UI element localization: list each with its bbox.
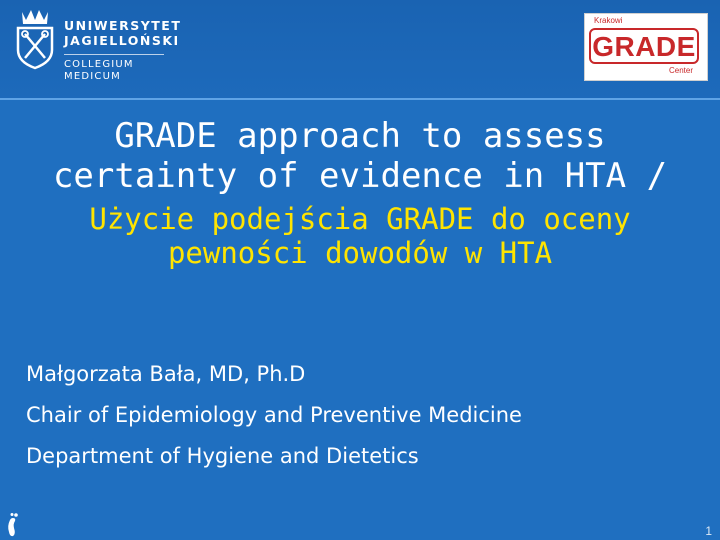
slide-title [0,116,720,270]
title-polish-line2: pewności dowodów w HTA [167,236,553,270]
page-number: 1 [705,524,712,538]
college-name-line2: MEDICUM [64,71,121,82]
author-info [26,354,522,477]
crest-icon [12,6,58,70]
college-name-line1: COLLEGIUM [64,59,134,70]
university-name-line1: UNIWERSYTET [64,18,182,33]
logo-divider [64,54,164,55]
grade-logo-top-text: Krakowi [594,16,623,25]
title-polish-line1: Użycie podejścia GRADE do oceny [89,202,631,236]
university-name [64,18,181,83]
author-department: Department of Hygiene and Dietetics [26,444,419,468]
grade-logo-bottom-text: Center [668,66,693,75]
footprint-icon [4,512,20,538]
title-english-line1: GRADE approach to assess [114,116,606,156]
author-name: Małgorzata Bała, MD, Ph.D [26,362,306,386]
grade-center-logo [584,13,708,81]
author-chair: Chair of Epidemiology and Preventive Medicine [26,403,522,427]
university-name-line2: JAGIELLOŃSKI [64,33,180,48]
title-english-line2: certainty of evidence in HTA / [52,156,668,196]
slide-header [0,0,720,100]
grade-logo-box [589,28,699,64]
grade-logo-word: GRADE [592,31,696,62]
university-logo [8,4,182,94]
